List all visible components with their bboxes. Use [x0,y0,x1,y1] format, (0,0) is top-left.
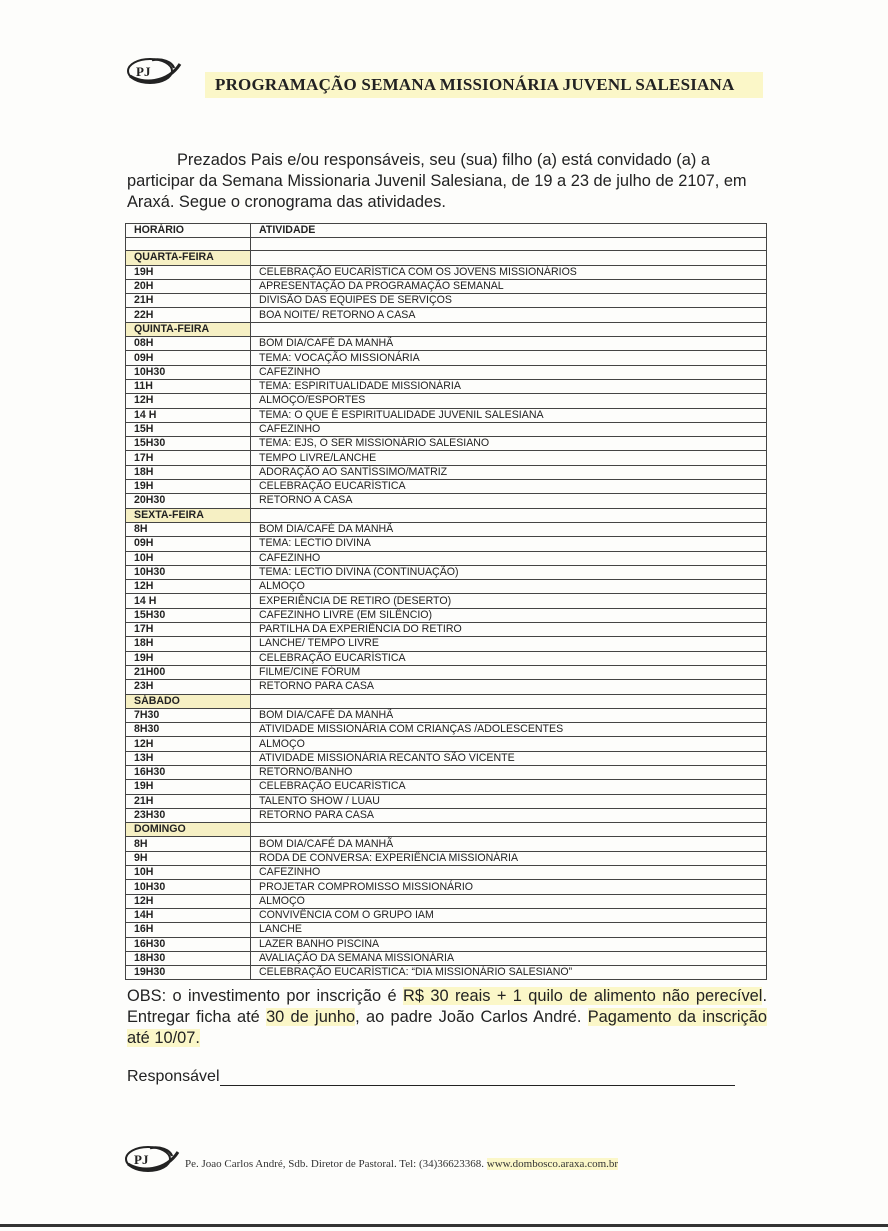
time-cell: 14 H [126,594,251,608]
day-name: DOMINGO [126,823,251,837]
footer-contact [185,1158,618,1170]
time-cell: 23H30 [126,808,251,822]
intro-paragraph: Prezados Pais e/ou responsáveis, seu (sua) filho (a) está convidado (a) a participar da Semana Missionaria Juvenil Salesiana, de 19 a 23 de julho de 2107, em Araxá. Segue o cronograma das atividades. [127,151,747,211]
table-row [126,737,767,751]
time-cell: 15H30 [126,437,251,451]
table-row [126,908,767,922]
activity-cell: PROJETAR COMPROMISSO MISSIONÁRIO [251,880,767,894]
activity-cell: TEMA: LECTIO DIVINA [251,537,767,551]
signature-line [220,1069,735,1086]
time-cell: 16H [126,923,251,937]
time-cell: 12H [126,894,251,908]
table-row [126,637,767,651]
spacer-row [126,238,767,251]
pj-logo-icon [122,54,184,88]
obs-price-highlight: R$ 30 reais + 1 quilo de alimento não perecível [403,987,763,1005]
activity-cell: CAFEZINHO [251,866,767,880]
day-name: QUARTA-FEIRA [126,251,251,265]
responsible-signature-field [127,1068,735,1086]
time-column-header: HORÁRIO [126,224,251,238]
pj-logo [122,54,184,88]
table-row [126,851,767,865]
time-cell: 15H30 [126,608,251,622]
time-cell: 21H [126,294,251,308]
activity-cell: ALMOÇO [251,894,767,908]
time-cell: 18H [126,637,251,651]
time-cell: 12H [126,394,251,408]
day-name: SÁBADO [126,694,251,708]
time-cell: 15H [126,422,251,436]
activity-cell: TEMA: ESPIRITUALIDADE MISSIONÁRIA [251,379,767,393]
table-row [126,265,767,279]
table-row [126,894,767,908]
activity-cell: ALMOÇO [251,580,767,594]
obs-deadline-highlight: 30 de junho [266,1008,356,1026]
table-row [126,951,767,965]
time-cell: 23H [126,680,251,694]
time-cell: 13H [126,751,251,765]
table-row [126,551,767,565]
activity-cell: RETORNO PARA CASA [251,808,767,822]
time-cell: 17H [126,451,251,465]
activity-cell: BOA NOITE/ RETORNO A CASA [251,308,767,322]
day-header-row [126,694,767,708]
activity-column-header: ATIVIDADE [251,224,767,238]
time-cell: 10H30 [126,565,251,579]
activity-cell: ATIVIDADE MISSIONÁRIA COM CRIANÇAS /ADOLESCENTES [251,723,767,737]
activity-cell: PARTILHA DA EXPERIÊNCIA DO RETIRO [251,623,767,637]
activity-cell: LAZER BANHO PISCINA [251,937,767,951]
table-row [126,680,767,694]
activity-cell: BOM DIA/CAFÉ DA MANHÃ [251,337,767,351]
activity-cell: BOM DIA/CAFÉ DA MANHÃ [251,837,767,851]
schedule-body [126,251,767,980]
responsible-label: Responsável [127,1068,220,1085]
activity-cell: LANCHE/ TEMPO LIVRE [251,637,767,651]
activity-cell: RODA DE CONVERSA: EXPERIÊNCIA MISSIONÁRIA [251,851,767,865]
activity-cell: TEMA: VOCAÇÃO MISSIONÁRIA [251,351,767,365]
table-row [126,808,767,822]
time-cell: 18H [126,465,251,479]
time-cell: 9H [126,851,251,865]
time-cell: 22H [126,308,251,322]
time-cell: 7H30 [126,708,251,722]
time-cell: 12H [126,580,251,594]
time-cell: 10H30 [126,880,251,894]
activity-cell: ALMOÇO [251,737,767,751]
activity-cell: TALENTO SHOW / LUAU [251,794,767,808]
activity-cell: CELEBRAÇÃO EUCARÍSTICA [251,480,767,494]
table-row [126,437,767,451]
table-row [126,394,767,408]
time-cell: 21H00 [126,665,251,679]
time-cell: 20H30 [126,494,251,508]
day-blank-cell [251,823,767,837]
time-cell: 18H30 [126,951,251,965]
activity-cell: CAFEZINHO [251,551,767,565]
table-row [126,937,767,951]
table-row [126,451,767,465]
time-cell: 14 H [126,408,251,422]
obs-text: . Entregar ficha até [127,987,767,1026]
day-header-row [126,322,767,336]
table-row [126,522,767,536]
activity-cell: CELEBRAÇÃO EUCARÍSTICA COM OS JOVENS MISSIONÁRIOS [251,265,767,279]
obs-text: , ao padre João Carlos André. [355,1008,588,1026]
activity-cell: TEMA: LECTIO DIVINA (CONTINUAÇÃO) [251,565,767,579]
table-row [126,608,767,622]
time-cell: 10H [126,551,251,565]
table-header-row [126,224,767,238]
table-row [126,837,767,851]
day-blank-cell [251,322,767,336]
time-cell: 21H [126,794,251,808]
page-bottom-edge [0,1224,888,1227]
day-header-row [126,823,767,837]
activity-cell: CAFEZINHO [251,422,767,436]
table-row [126,565,767,579]
activity-cell: AVALIAÇÃO DA SEMANA MISSIONÁRIA [251,951,767,965]
day-name: QUINTA-FEIRA [126,322,251,336]
table-row [126,408,767,422]
activity-cell: TEMA: EJS, O SER MISSIONÁRIO SALESIANO [251,437,767,451]
time-cell: 11H [126,379,251,393]
time-cell: 19H [126,651,251,665]
obs-text: OBS: o investimento por inscrição é [127,987,404,1005]
table-row [126,623,767,637]
time-cell: 19H [126,265,251,279]
table-row [126,966,767,980]
pj-logo-icon [120,1142,182,1176]
activity-cell: CAFEZINHO [251,365,767,379]
table-row [126,665,767,679]
activity-cell: BOM DIA/CAFÉ DA MANHÃ [251,522,767,536]
activity-cell: FILME/CINE FÓRUM [251,665,767,679]
table-row [126,294,767,308]
day-blank-cell [251,251,767,265]
table-row [126,480,767,494]
table-row [126,337,767,351]
obs-paragraph [127,986,767,1049]
activity-cell: BOM DIA/CAFÉ DA MANHÃ [251,708,767,722]
time-cell: 8H30 [126,723,251,737]
time-cell: 19H [126,480,251,494]
table-row [126,780,767,794]
time-cell: 14H [126,908,251,922]
svg-text:PJ: PJ [134,1152,149,1167]
table-row [126,866,767,880]
day-header-row [126,508,767,522]
time-cell: 16H30 [126,765,251,779]
time-cell: 16H30 [126,937,251,951]
svg-text:PJ: PJ [136,64,151,79]
obs-payment-highlight: Pagamento da inscrição até 10/07. [127,1008,767,1047]
time-cell: 20H [126,279,251,293]
table-row [126,351,767,365]
activity-cell: CELEBRAÇÃO EUCARÍSTICA [251,651,767,665]
table-row [126,379,767,393]
schedule-table [125,223,767,980]
activity-cell: CELEBRAÇÃO EUCARÍSTICA: “DIA MISSIONÁRIO SALESIANO” [251,966,767,980]
time-cell: 19H30 [126,966,251,980]
table-row [126,651,767,665]
table-row [126,422,767,436]
footer-pj-logo [120,1142,182,1176]
time-cell: 08H [126,337,251,351]
activity-cell: EXPERIÊNCIA DE RETIRO (DESERTO) [251,594,767,608]
table-row [126,465,767,479]
table-row [126,794,767,808]
time-cell: 12H [126,737,251,751]
activity-cell: TEMPO LIVRE/LANCHE [251,451,767,465]
day-blank-cell [251,508,767,522]
table-row [126,365,767,379]
table-row [126,923,767,937]
activity-cell: ADORAÇÃO AO SANTÍSSIMO/MATRIZ [251,465,767,479]
time-cell: 09H [126,537,251,551]
time-cell: 19H [126,780,251,794]
activity-cell: RETORNO PARA CASA [251,680,767,694]
day-header-row [126,251,767,265]
activity-cell: CAFEZINHO LIVRE (EM SILÊNCIO) [251,608,767,622]
activity-cell: APRESENTAÇÃO DA PROGRAMAÇÃO SEMANAL [251,279,767,293]
time-cell: 10H [126,866,251,880]
table-row [126,580,767,594]
table-row [126,723,767,737]
activity-cell: CELEBRAÇÃO EUCARÍSTICA [251,780,767,794]
table-row [126,880,767,894]
footer-url: www.dombosco.araxa.com.br [486,1158,619,1170]
footer-text: Pe. Joao Carlos André, Sdb. Diretor de Pastoral. Tel: (34)36623368. [185,1158,487,1170]
activity-cell: LANCHE [251,923,767,937]
table-row [126,494,767,508]
table-row [126,537,767,551]
activity-cell: CONVIVÊNCIA COM O GRUPO IAM [251,908,767,922]
time-cell: 8H [126,837,251,851]
table-row [126,765,767,779]
activity-cell: DIVISÃO DAS EQUIPES DE SERVIÇOS [251,294,767,308]
activity-cell: ALMOÇO/ESPORTES [251,394,767,408]
day-blank-cell [251,694,767,708]
table-row [126,308,767,322]
table-row [126,708,767,722]
time-cell: 17H [126,623,251,637]
document-title: PROGRAMAÇÃO SEMANA MISSIONÁRIA JUVENL SALESIANA [205,72,763,98]
day-name: SEXTA-FEIRA [126,508,251,522]
activity-cell: TEMA: O QUE É ESPIRITUALIDADE JUVENIL SALESIANA [251,408,767,422]
table-row [126,279,767,293]
activity-cell: RETORNO/BANHO [251,765,767,779]
activity-cell: ATIVIDADE MISSIONÁRIA RECANTO SÃO VICENTE [251,751,767,765]
time-cell: 10H30 [126,365,251,379]
table-row [126,594,767,608]
time-cell: 8H [126,522,251,536]
activity-cell: RETORNO A CASA [251,494,767,508]
time-cell: 09H [126,351,251,365]
table-row [126,751,767,765]
